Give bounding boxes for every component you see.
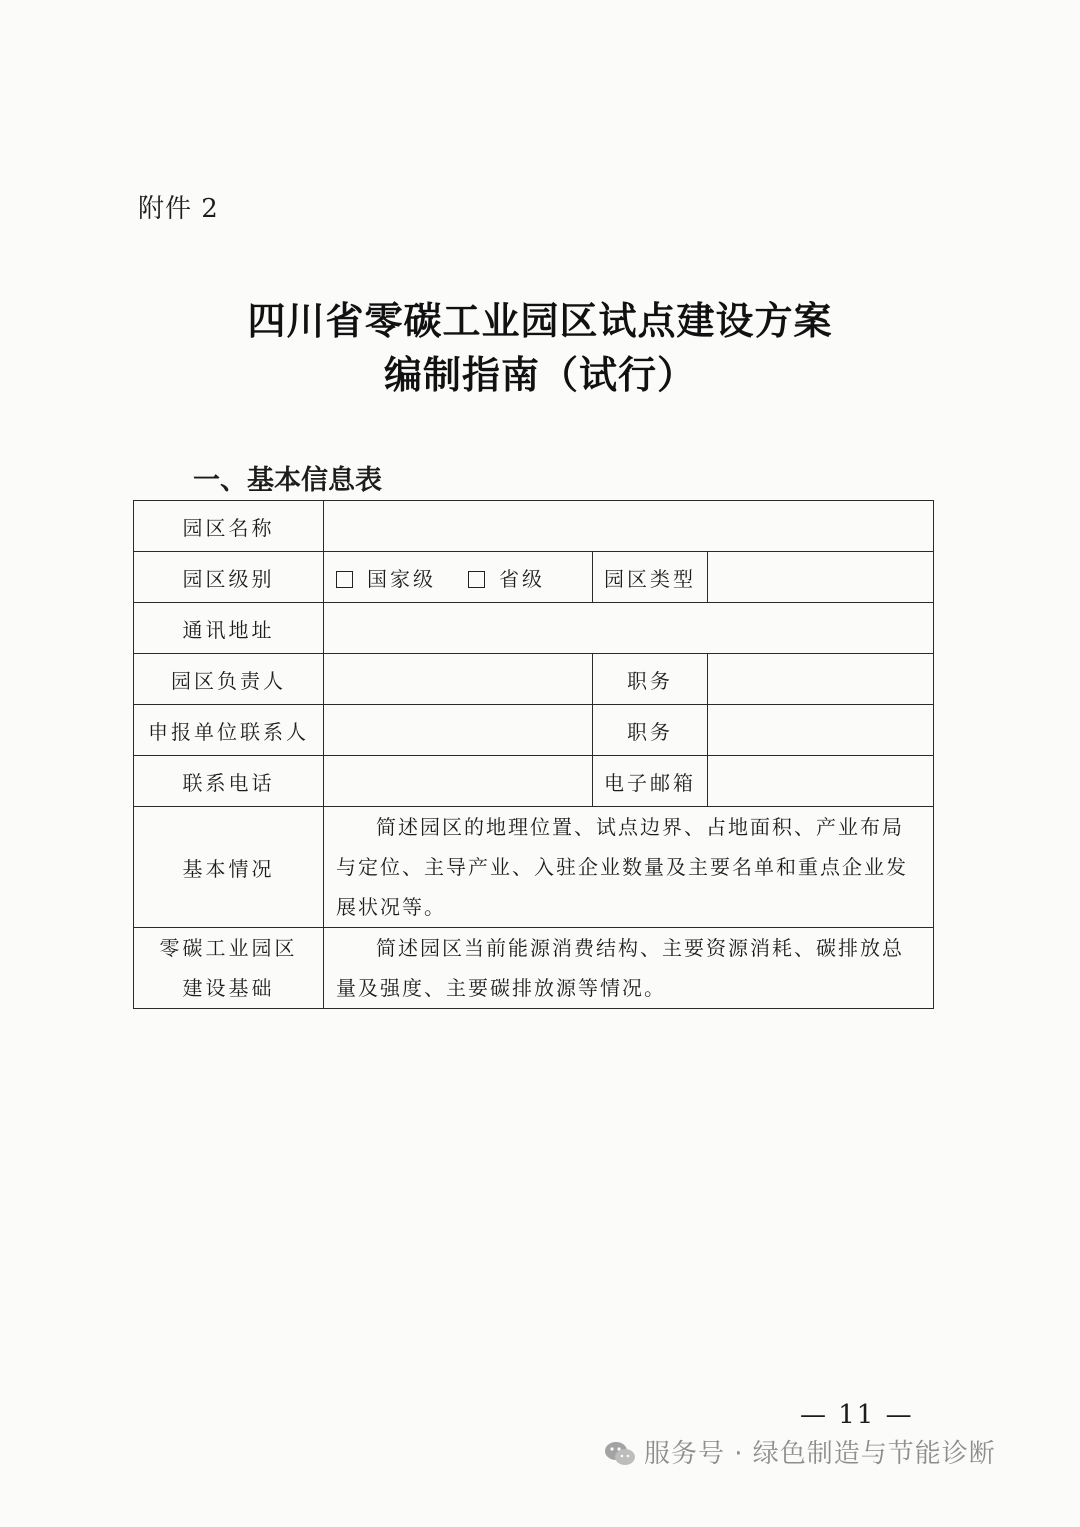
email-label: 电子邮箱 <box>593 756 708 807</box>
park-type-field[interactable] <box>708 552 934 603</box>
basic-info-table <box>133 500 934 1009</box>
contact-label: 申报单位联系人 <box>134 705 324 756</box>
email-field[interactable] <box>708 756 934 807</box>
park-name-label: 园区名称 <box>134 501 324 552</box>
foundation-text: 简述园区当前能源消费结构、主要资源消耗、碳排放总量及强度、主要碳排放源等情况。 <box>336 936 904 1000</box>
leader-position-label: 职务 <box>593 654 708 705</box>
leader-field[interactable] <box>324 654 593 705</box>
basic-situation-cell[interactable] <box>324 807 934 928</box>
leader-position-field[interactable] <box>708 654 934 705</box>
row-address <box>134 603 934 654</box>
address-field[interactable] <box>324 603 934 654</box>
park-type-label: 园区类型 <box>593 552 708 603</box>
row-construction-foundation <box>134 928 934 1009</box>
park-name-field[interactable] <box>324 501 934 552</box>
watermark-text: 服务号 · 绿色制造与节能诊断 <box>644 1439 996 1469</box>
watermark <box>604 1433 996 1475</box>
row-leader <box>134 654 934 705</box>
basic-situation-text: 简述园区的地理位置、试点边界、占地面积、产业布局与定位、主导产业、入驻企业数量及主要名单和重点企业发展状况等。 <box>336 815 908 919</box>
doc-title-line1: 四川省零碳工业园区试点建设方案 <box>247 299 833 343</box>
foundation-label-line2: 建设基础 <box>182 976 275 1000</box>
address-label: 通讯地址 <box>134 603 324 654</box>
national-checkbox[interactable] <box>336 571 353 588</box>
attachment-label: 附件 2 <box>138 194 219 224</box>
foundation-cell[interactable] <box>324 928 934 1009</box>
foundation-label <box>134 928 324 1009</box>
section-heading: 一、基本信息表 <box>193 465 382 496</box>
leader-label: 园区负责人 <box>134 654 324 705</box>
row-contact <box>134 705 934 756</box>
phone-label: 联系电话 <box>134 756 324 807</box>
wechat-icon <box>604 1440 636 1475</box>
national-option-label: 国家级 <box>367 566 436 591</box>
basic-situation-label: 基本情况 <box>134 807 324 928</box>
row-phone <box>134 756 934 807</box>
phone-field[interactable] <box>324 756 593 807</box>
park-level-options <box>324 552 593 603</box>
row-basic-situation <box>134 807 934 928</box>
contact-field[interactable] <box>324 705 593 756</box>
row-park-level <box>134 552 934 603</box>
provincial-option-label: 省级 <box>499 566 545 591</box>
contact-position-label: 职务 <box>593 705 708 756</box>
contact-position-field[interactable] <box>708 705 934 756</box>
page-number: — 11 — <box>800 1400 914 1430</box>
provincial-checkbox[interactable] <box>468 571 485 588</box>
foundation-label-line1: 零碳工业园区 <box>159 936 298 960</box>
row-park-name <box>134 501 934 552</box>
doc-title-line2: 编制指南（试行） <box>383 353 696 397</box>
park-level-label: 园区级别 <box>134 552 324 603</box>
